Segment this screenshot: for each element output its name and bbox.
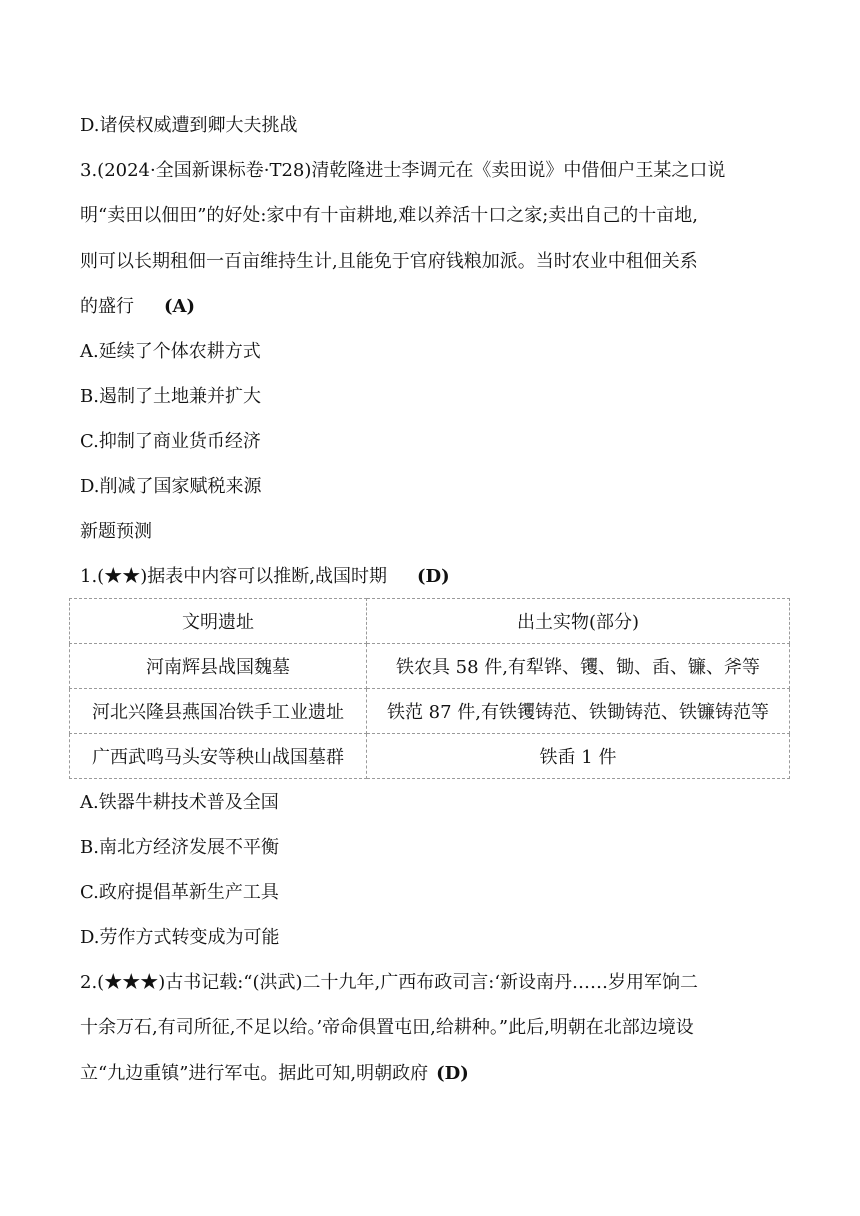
table-cell-relics: 铁范 87 件,有铁䦆铸范、铁锄铸范、铁镰铸范等 xyxy=(367,689,790,734)
p2-stem-line3 xyxy=(80,1062,469,1086)
p1-option-c: C.政府提倡革新生产工具 xyxy=(80,882,279,903)
relics-table xyxy=(69,598,790,779)
q3-option-b: B.遏制了土地兼并扩大 xyxy=(80,386,261,407)
q3-stem-line2: 明“卖田以佃田”的好处:家中有十亩耕地,难以养活十口之家;卖出自己的十亩地, xyxy=(80,205,698,226)
q3-stem-line1: 3.(2024·全国新课标卷·T28)清乾隆进士李调元在《卖田说》中借佃户王某之口说 xyxy=(80,160,726,181)
table-row xyxy=(70,644,790,689)
table-header-relics: 出土实物(部分) xyxy=(367,599,790,644)
p2-stem-line2: 十余万石,有司所征,不足以给。’帝命俱置屯田,给耕种。”此后,明朝在北部边境设 xyxy=(80,1017,694,1038)
q2-option-d: D.诸侯权威遭到卿大夫挑战 xyxy=(80,115,298,136)
table-cell-relics: 铁农具 58 件,有犁铧、䦆、锄、臿、镰、斧等 xyxy=(367,644,790,689)
q3-stem-line3: 则可以长期租佃一百亩维持生计,且能免于官府钱粮加派。当时农业中租佃关系 xyxy=(80,251,698,272)
table-cell-site: 河南辉县战国魏墓 xyxy=(70,644,367,689)
table-header-row xyxy=(70,599,790,644)
q3-option-d: D.削减了国家赋税来源 xyxy=(80,476,262,497)
q3-option-c: C.抑制了商业货币经济 xyxy=(80,431,261,452)
q3-option-a: A.延续了个体农耕方式 xyxy=(80,341,261,362)
section-heading: 新题预测 xyxy=(80,521,152,542)
table-cell-site: 河北兴隆县燕国冶铁手工业遗址 xyxy=(70,689,367,734)
table-cell-site: 广西武鸣马头安等秧山战国墓群 xyxy=(70,734,367,779)
q3-answer: (A) xyxy=(164,296,195,317)
table-cell-relics: 铁臿 1 件 xyxy=(367,734,790,779)
p2-answer: (D) xyxy=(436,1063,469,1084)
p1-option-a: A.铁器牛耕技术普及全国 xyxy=(80,792,279,813)
p2-stem-line1: 2.(★★★)古书记载:“(洪武)二十九年,广西布政司言:‘新设南丹……岁用军饷二 xyxy=(80,972,699,993)
table-row xyxy=(70,734,790,779)
table-header-site: 文明遗址 xyxy=(70,599,367,644)
table-row xyxy=(70,689,790,734)
p2-stem-text: 立“九边重镇”进行军屯。据此可知,明朝政府 xyxy=(80,1063,429,1084)
q3-stem-line4 xyxy=(80,295,195,319)
p1-option-d: D.劳作方式转变成为可能 xyxy=(80,927,280,948)
p1-answer: (D) xyxy=(416,566,450,587)
q3-stem-text: 的盛行 xyxy=(80,296,134,317)
p1-option-b: B.南北方经济发展不平衡 xyxy=(80,837,279,858)
p1-stem xyxy=(80,565,450,589)
p1-stem-text: 1.(★★)据表中内容可以推断,战国时期 xyxy=(80,566,387,587)
